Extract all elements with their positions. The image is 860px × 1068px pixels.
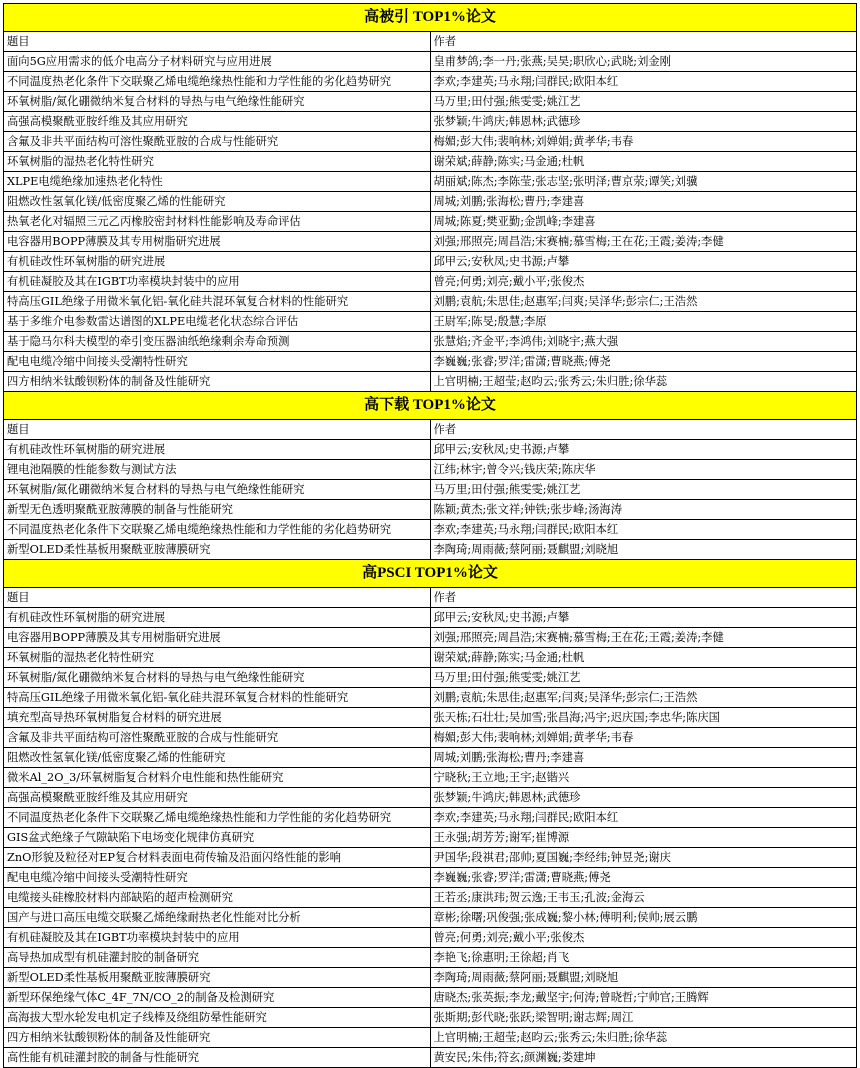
table-row bbox=[4, 132, 857, 152]
section-title: 高被引 TOP1%论文 bbox=[4, 4, 857, 32]
paper-title: 锂电池隔膜的性能参数与测试方法 bbox=[4, 460, 431, 480]
column-header-row bbox=[4, 420, 857, 440]
table-body bbox=[4, 4, 857, 1068]
table-row bbox=[4, 480, 857, 500]
table-row bbox=[4, 788, 857, 808]
table-row bbox=[4, 648, 857, 668]
column-header-title: 题目 bbox=[4, 588, 431, 608]
paper-authors: 上官明楠;王超莹;赵昀云;张秀云;朱归胜;徐华蕊 bbox=[430, 1028, 857, 1048]
paper-authors: 李欢;李建英;马永翔;闫群民;欧阳本红 bbox=[430, 72, 857, 92]
paper-authors: 周城;刘鹏;张海松;曹丹;李建喜 bbox=[430, 192, 857, 212]
paper-authors: 梅媚;彭大伟;裴响林;刘婵娟;黄孝华;韦春 bbox=[430, 728, 857, 748]
paper-title: 基于隐马尔科夫模型的牵引变压器油纸绝缘剩余寿命预测 bbox=[4, 332, 431, 352]
table-row bbox=[4, 292, 857, 312]
paper-title: 含氟及非共平面结构可溶性聚酰亚胺的合成与性能研究 bbox=[4, 132, 431, 152]
column-header-authors: 作者 bbox=[430, 588, 857, 608]
paper-authors: 章彬;徐曙;巩俊强;张成巍;黎小林;傅明利;侯帅;展云鹏 bbox=[430, 908, 857, 928]
section-title: 高PSCI TOP1%论文 bbox=[4, 560, 857, 588]
paper-title: 环氧树脂/氮化硼微纳米复合材料的导热与电气绝缘性能研究 bbox=[4, 668, 431, 688]
paper-title: 环氧树脂的湿热老化特性研究 bbox=[4, 152, 431, 172]
table-row bbox=[4, 372, 857, 392]
paper-title: 高海拔大型水轮发电机定子线棒及绕组防晕性能研究 bbox=[4, 1008, 431, 1028]
paper-authors: 李巍巍;张睿;罗洋;雷潇;曹晓燕;傅尧 bbox=[430, 352, 857, 372]
paper-authors: 刘鹏;袁航;朱思佳;赵惠军;闫爽;吴泽华;彭宗仁;王浩然 bbox=[430, 292, 857, 312]
paper-title: 高导热加成型有机硅灌封胶的制备研究 bbox=[4, 948, 431, 968]
paper-title: ZnO形貌及粒径对EP复合材料表面电荷传输及沿面闪络性能的影响 bbox=[4, 848, 431, 868]
table-row bbox=[4, 1028, 857, 1048]
paper-authors: 王尉军;陈旻;殷慧;李原 bbox=[430, 312, 857, 332]
paper-authors: 王若丞;康洪玮;贺云逸;王韦玉;孔波;金海云 bbox=[430, 888, 857, 908]
paper-authors: 邱甲云;安秋凤;史书源;卢攀 bbox=[430, 252, 857, 272]
paper-authors: 唐晓杰;张英振;李龙;戴坚宇;何涛;曾晓哲;宁帅官;王腾辉 bbox=[430, 988, 857, 1008]
paper-title: 阻燃改性氢氧化镁/低密度聚乙烯的性能研究 bbox=[4, 748, 431, 768]
paper-title: 配电电缆冷缩中间接头受潮特性研究 bbox=[4, 352, 431, 372]
paper-authors: 尹国华;段祺君;邵帅;夏国巍;李经纬;钟昱尧;谢庆 bbox=[430, 848, 857, 868]
table-row bbox=[4, 608, 857, 628]
table-row bbox=[4, 232, 857, 252]
paper-authors: 李陶琦;周雨薇;蔡阿丽;聂麒盟;刘晓旭 bbox=[430, 968, 857, 988]
paper-authors: 曾亮;何勇;刘亮;戴小平;张俊杰 bbox=[430, 272, 857, 292]
paper-authors: 上官明楠;王超莹;赵昀云;张秀云;朱归胜;徐华蕊 bbox=[430, 372, 857, 392]
paper-title: GIS盆式绝缘子气隙缺陷下电场变化规律仿真研究 bbox=[4, 828, 431, 848]
paper-title: 电容器用BOPP薄膜及其专用树脂研究进展 bbox=[4, 232, 431, 252]
table-row bbox=[4, 540, 857, 560]
paper-title: 特高压GIL绝缘子用微米氧化铝-氧化硅共混环氧复合材料的性能研究 bbox=[4, 688, 431, 708]
paper-authors: 梅媚;彭大伟;裴响林;刘婵娟;黄孝华;韦春 bbox=[430, 132, 857, 152]
paper-title: 不同温度热老化条件下交联聚乙烯电缆绝缘热性能和力学性能的劣化趋势研究 bbox=[4, 808, 431, 828]
paper-authors: 李欢;李建英;马永翔;闫群民;欧阳本红 bbox=[430, 520, 857, 540]
paper-title: 有机硅凝胶及其在IGBT功率模块封装中的应用 bbox=[4, 928, 431, 948]
paper-title: 微米Al_2O_3/环氧树脂复合材料介电性能和热性能研究 bbox=[4, 768, 431, 788]
paper-title: 特高压GIL绝缘子用微米氧化铝-氧化硅共混环氧复合材料的性能研究 bbox=[4, 292, 431, 312]
table-row bbox=[4, 628, 857, 648]
paper-authors: 周城;陈夏;樊亚勤;金凯峰;李建喜 bbox=[430, 212, 857, 232]
table-row bbox=[4, 848, 857, 868]
paper-authors: 黄安民;朱伟;符玄;颜渊巍;娄建坤 bbox=[430, 1048, 857, 1068]
paper-title: 国产与进口高压电缆交联聚乙烯绝缘耐热老化性能对比分析 bbox=[4, 908, 431, 928]
paper-title: 有机硅改性环氧树脂的研究进展 bbox=[4, 252, 431, 272]
paper-title: 配电电缆冷缩中间接头受潮特性研究 bbox=[4, 868, 431, 888]
table-row bbox=[4, 440, 857, 460]
paper-title: 含氟及非共平面结构可溶性聚酰亚胺的合成与性能研究 bbox=[4, 728, 431, 748]
table-row bbox=[4, 868, 857, 888]
column-header-row bbox=[4, 32, 857, 52]
table-row bbox=[4, 948, 857, 968]
table-row bbox=[4, 688, 857, 708]
paper-title: 环氧树脂的湿热老化特性研究 bbox=[4, 648, 431, 668]
section-title-row bbox=[4, 392, 857, 420]
paper-title: 有机硅改性环氧树脂的研究进展 bbox=[4, 608, 431, 628]
paper-authors: 马万里;田付强;熊雯雯;姚江艺 bbox=[430, 92, 857, 112]
paper-authors: 李欢;李建英;马永翔;闫群民;欧阳本红 bbox=[430, 808, 857, 828]
paper-title: 有机硅改性环氧树脂的研究进展 bbox=[4, 440, 431, 460]
table-row bbox=[4, 908, 857, 928]
paper-title: 环氧树脂/氮化硼微纳米复合材料的导热与电气绝缘性能研究 bbox=[4, 480, 431, 500]
paper-authors: 曾亮;何勇;刘亮;戴小平;张俊杰 bbox=[430, 928, 857, 948]
paper-title: 新型OLED柔性基板用聚酰亚胺薄膜研究 bbox=[4, 968, 431, 988]
paper-title: 环氧树脂/氮化硼微纳米复合材料的导热与电气绝缘性能研究 bbox=[4, 92, 431, 112]
table-row bbox=[4, 988, 857, 1008]
paper-authors: 李陶琦;周雨薇;蔡阿丽;聂麒盟;刘晓旭 bbox=[430, 540, 857, 560]
paper-authors: 马万里;田付强;熊雯雯;姚江艺 bbox=[430, 668, 857, 688]
paper-authors: 胡丽斌;陈杰;李陈莹;张志坚;张明泽;曹京荥;谭笑;刘骥 bbox=[430, 172, 857, 192]
paper-authors: 张梦颖;牛鸿庆;韩恩林;武德珍 bbox=[430, 112, 857, 132]
paper-authors: 刘强;邢照亮;周昌浩;宋赛楠;慕雪梅;王在花;王霞;姜涛;李健 bbox=[430, 628, 857, 648]
paper-title: 面向5G应用需求的低介电高分子材料研究与应用进展 bbox=[4, 52, 431, 72]
table-row bbox=[4, 1008, 857, 1028]
table-row bbox=[4, 332, 857, 352]
table-row bbox=[4, 748, 857, 768]
column-header-title: 题目 bbox=[4, 32, 431, 52]
table-row bbox=[4, 500, 857, 520]
table-row bbox=[4, 72, 857, 92]
paper-authors: 李巍巍;张睿;罗洋;雷潇;曹晓燕;傅尧 bbox=[430, 868, 857, 888]
document-page bbox=[0, 3, 860, 1064]
paper-title: 新型无色透明聚酰亚胺薄膜的制备与性能研究 bbox=[4, 500, 431, 520]
paper-title: 不同温度热老化条件下交联聚乙烯电缆绝缘热性能和力学性能的劣化趋势研究 bbox=[4, 520, 431, 540]
column-header-authors: 作者 bbox=[430, 420, 857, 440]
paper-title: 高强高模聚酰亚胺纤维及其应用研究 bbox=[4, 788, 431, 808]
paper-title: 不同温度热老化条件下交联聚乙烯电缆绝缘热性能和力学性能的劣化趋势研究 bbox=[4, 72, 431, 92]
paper-authors: 张梦颖;牛鸿庆;韩恩林;武德珍 bbox=[430, 788, 857, 808]
paper-authors: 张慧焰;齐金平;李鸿伟;刘晓宇;燕大强 bbox=[430, 332, 857, 352]
table-row bbox=[4, 212, 857, 232]
paper-authors: 李艳飞;徐惠明;王徐超;肖飞 bbox=[430, 948, 857, 968]
table-row bbox=[4, 728, 857, 748]
paper-title: 电容器用BOPP薄膜及其专用树脂研究进展 bbox=[4, 628, 431, 648]
paper-title: 四方相纳米钛酸钡粉体的制备及性能研究 bbox=[4, 1028, 431, 1048]
table-row bbox=[4, 112, 857, 132]
paper-title: 高性能有机硅灌封胶的制备与性能研究 bbox=[4, 1048, 431, 1068]
table-row bbox=[4, 1048, 857, 1068]
column-header-title: 题目 bbox=[4, 420, 431, 440]
paper-authors: 王永强;胡芳芳;谢军;崔博源 bbox=[430, 828, 857, 848]
paper-title: 新型OLED柔性基板用聚酰亚胺薄膜研究 bbox=[4, 540, 431, 560]
table-row bbox=[4, 152, 857, 172]
paper-title: 热氧老化对辐照三元乙丙橡胶密封材料性能影响及寿命评估 bbox=[4, 212, 431, 232]
column-header-authors: 作者 bbox=[430, 32, 857, 52]
paper-title: 填充型高导热环氧树脂复合材料的研究进展 bbox=[4, 708, 431, 728]
paper-title: 电缆接头硅橡胶材料内部缺陷的超声检测研究 bbox=[4, 888, 431, 908]
table-row bbox=[4, 888, 857, 908]
table-row bbox=[4, 312, 857, 332]
paper-authors: 皇甫梦鸽;李一丹;张燕;吴昊;职欣心;武晓;刘金刚 bbox=[430, 52, 857, 72]
paper-authors: 江纬;林宇;曾令兴;钱庆荣;陈庆华 bbox=[430, 460, 857, 480]
table-row bbox=[4, 352, 857, 372]
table-row bbox=[4, 460, 857, 480]
column-header-row bbox=[4, 588, 857, 608]
table-row bbox=[4, 52, 857, 72]
paper-title: 有机硅凝胶及其在IGBT功率模块封装中的应用 bbox=[4, 272, 431, 292]
table-row bbox=[4, 252, 857, 272]
paper-authors: 谢荣斌;薛静;陈实;马金通;杜帆 bbox=[430, 648, 857, 668]
paper-authors: 邱甲云;安秋凤;史书源;卢攀 bbox=[430, 440, 857, 460]
paper-title: XLPE电缆绝缘加速热老化特性 bbox=[4, 172, 431, 192]
paper-authors: 张斯期;彭代晓;张跃;梁智明;谢志辉;周江 bbox=[430, 1008, 857, 1028]
table-row bbox=[4, 272, 857, 292]
table-row bbox=[4, 808, 857, 828]
section-title: 高下载 TOP1%论文 bbox=[4, 392, 857, 420]
paper-authors: 刘鹏;袁航;朱思佳;赵惠军;闫爽;吴泽华;彭宗仁;王浩然 bbox=[430, 688, 857, 708]
section-title-row bbox=[4, 560, 857, 588]
paper-title: 基于多维介电参数雷达谱图的XLPE电缆老化状态综合评估 bbox=[4, 312, 431, 332]
table-row bbox=[4, 192, 857, 212]
paper-authors: 陈颖;黄杰;张文祥;钟铁;张步峰;汤海涛 bbox=[430, 500, 857, 520]
table-row bbox=[4, 828, 857, 848]
table-row bbox=[4, 172, 857, 192]
paper-authors: 邱甲云;安秋凤;史书源;卢攀 bbox=[430, 608, 857, 628]
paper-title: 新型环保绝缘气体C_4F_7N/CO_2的制备及检测研究 bbox=[4, 988, 431, 1008]
top-papers-table bbox=[3, 3, 857, 1068]
paper-authors: 周城;刘鹏;张海松;曹丹;李建喜 bbox=[430, 748, 857, 768]
table-row bbox=[4, 968, 857, 988]
paper-title: 四方相纳米钛酸钡粉体的制备及性能研究 bbox=[4, 372, 431, 392]
table-row bbox=[4, 668, 857, 688]
paper-title: 阻燃改性氢氧化镁/低密度聚乙烯的性能研究 bbox=[4, 192, 431, 212]
table-row bbox=[4, 768, 857, 788]
table-row bbox=[4, 92, 857, 112]
table-row bbox=[4, 520, 857, 540]
table-row bbox=[4, 928, 857, 948]
paper-authors: 谢荣斌;薛静;陈实;马金通;杜帆 bbox=[430, 152, 857, 172]
paper-title: 高强高模聚酰亚胺纤维及其应用研究 bbox=[4, 112, 431, 132]
paper-authors: 宁晓秋;王立地;王宇;赵锴兴 bbox=[430, 768, 857, 788]
section-title-row bbox=[4, 4, 857, 32]
table-row bbox=[4, 708, 857, 728]
paper-authors: 刘强;邢照亮;周昌浩;宋赛楠;慕雪梅;王在花;王霞;姜涛;李健 bbox=[430, 232, 857, 252]
paper-authors: 马万里;田付强;熊雯雯;姚江艺 bbox=[430, 480, 857, 500]
paper-authors: 张天栋;石壮壮;吴加雪;张昌海;冯宇;迟庆国;李忠华;陈庆国 bbox=[430, 708, 857, 728]
